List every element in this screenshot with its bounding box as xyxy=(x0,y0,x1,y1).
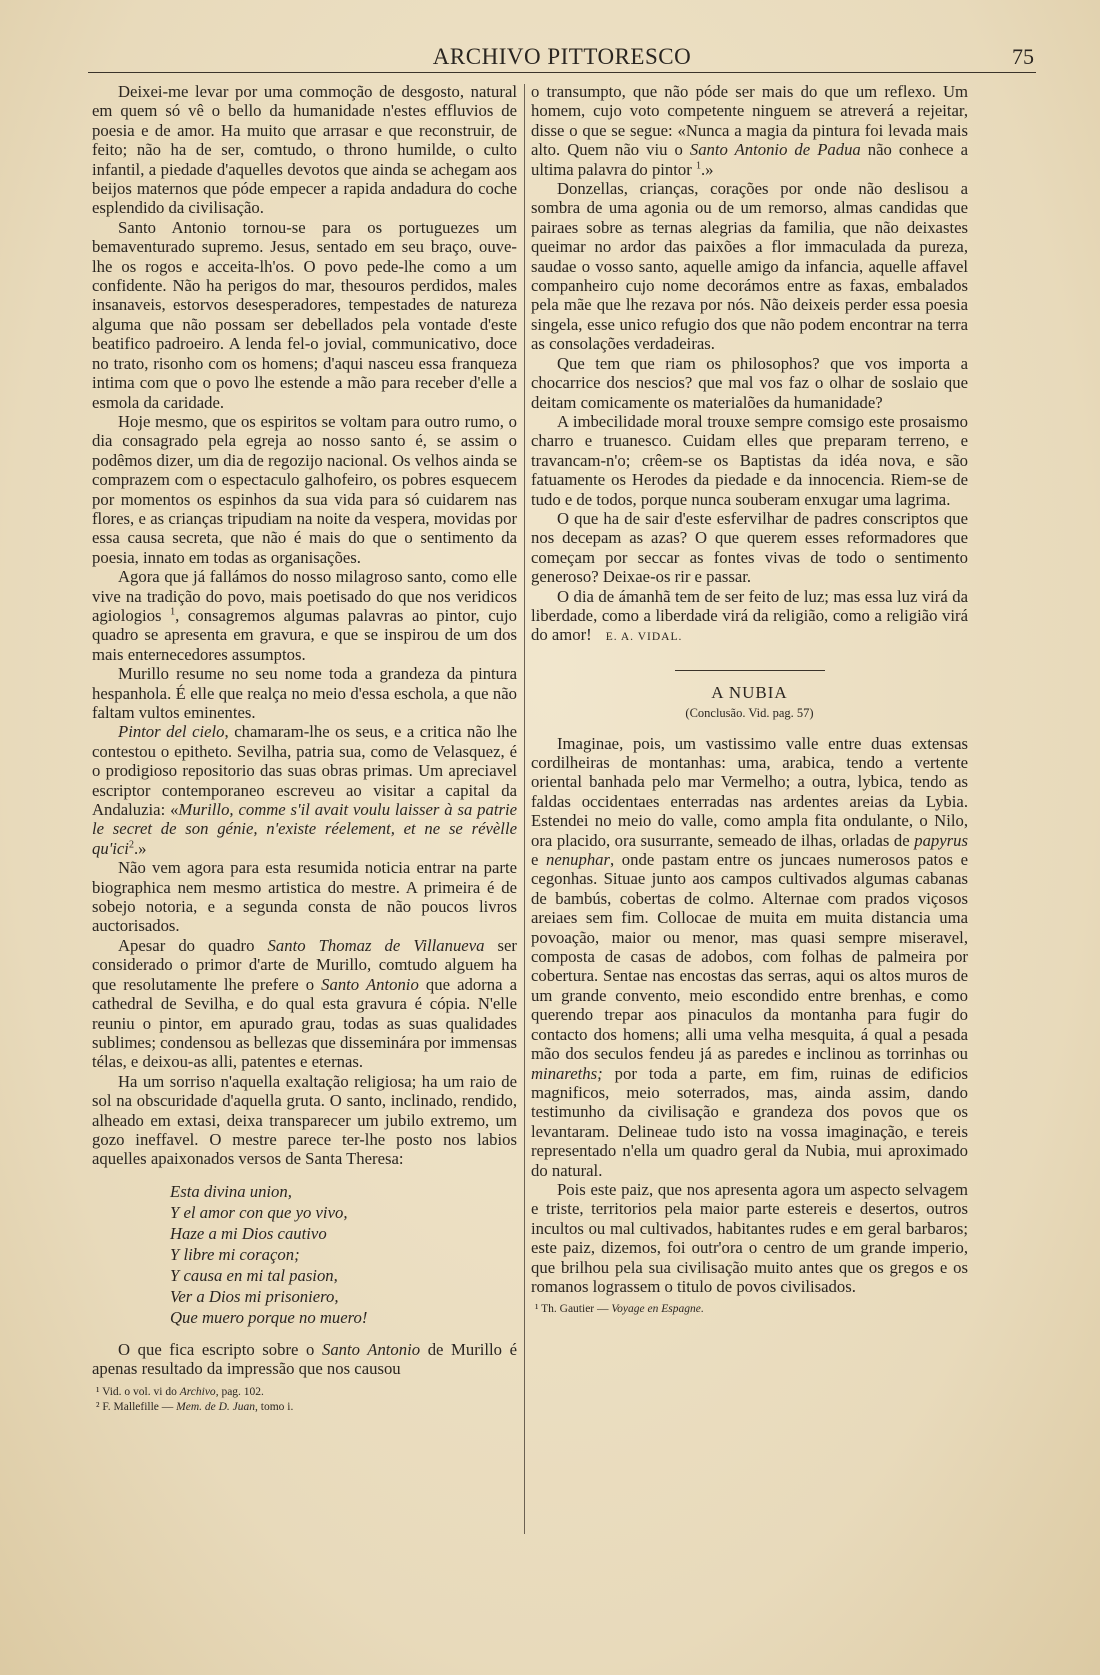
footnote: ¹ Th. Gautier — Voyage en Espagne. xyxy=(535,1303,704,1316)
verse-line: Ver a Dios mi prisoniero, xyxy=(170,1286,339,1306)
paragraph: Santo Antonio tornou-se para os portuguezes um bemaventurado supremo. Jesus, sentado em seu braço, ouve-lhe os rogos e acceita-lh'os. O povo pede-lhe como a um confidente. Não ha perigos do mar, thesouros perdidos, males insanaveis, estorvos desesperadores, tempestades de natureza alguma que não possam ser debellados pela vontade d'este beatifico padroeiro. A lenda fel-o jovial, communicativo, doce no trato, risonho com os homens; d'aqui nasceu essa franqueza intima com que o povo lhe estende a mão para receber d'elle a esmola da caridade. xyxy=(92,217,517,412)
paragraph: Imaginae, pois, um vastissimo valle entre duas extensas cordilheiras de montanhas: uma, arabica, tendo a vertente oriental banhada pelo mar Vermelho; a outra, lybica, tendo as faldas occidentaes enterradas nas ardentes areias da Lybia. Estendei no meio do valle, como ampla fita ondulante, o Nilo, ora placido, ora susurrante, semeado de ilhas, orladas de papyrus e nenuphar, onde pastam entre os juncaes numerosos patos e cegonhas. Situae junto aos campos cultivados algumas cabanas de bambús, cobertas de colmo. Alternae com prados viçosos areiaes sem fim. Collocae de muita em muita distancia uma povoação, maior ou menor, mas quasi sempre miseravel, composta de casas de adobos, com folhas de palmeira por cobertura. Sentae nas encostas das serras, aqui os altos muros de um grande convento, meio escondido entre brenhas, e como querendo trepar aos pinaculos da montanha para fugir do contacto dos homens; alli uma velha mesquita, á qual a pesada mão dos seculos fendeu já as paredes e inclinou as torrinhas ou minareths; por toda a parte, em fim, ruinas de edificios magnificos, meio soterrados, mas, ainda assim, dando testimunho da civilisação e grandeza dos povos que os levantaram. Delineae tudo isto na vossa imaginação, e tereis representado n'ella um quadro geral da Nubia, mui aproximado do natural. xyxy=(531,733,968,1180)
verse-line: Y el amor con que yo vivo, xyxy=(170,1202,348,1222)
running-header xyxy=(88,42,1036,73)
footnotes xyxy=(531,1302,968,1317)
paragraph: Apesar do quadro Santo Thomaz de Villanueva ser considerado o primor d'arte de Murillo, comtudo alguem ha que resolutamente lhe prefere o Santo Antonio que adorna a cathedral de Sevilha, e do qual esta gravura é cópia. N'elle reuniu o pintor, em apurado grau, todas as suas qualidades sublimes; condensou as bellezas que disseminára por immensas télas, e deixou-as alli, patentes e eternas. xyxy=(92,935,517,1072)
column-divider xyxy=(524,84,525,1534)
footnote-ref: 1 xyxy=(695,160,701,172)
journal-title: ARCHIVO PITTORESCO xyxy=(432,44,692,69)
paragraph: Murillo resume no seu nome toda a grandeza da pintura hespanhola. É elle que realça no meio d'essa eschola, a que não faltam vultos eminentes. xyxy=(92,664,517,722)
paragraph: Que tem que riam os philosophos? que vos importa a chocarrice dos nescios? que mal vos faz o olhar de soslaio que deitam comicamente os materialões da humanidade? xyxy=(531,353,968,412)
footnotes xyxy=(92,1385,517,1415)
verse-quote xyxy=(170,1181,517,1328)
verse-line: Y libre mi coraçon; xyxy=(170,1244,300,1264)
paragraph: Não vem agora para esta resumida noticia entrar na parte biographica nem mesmo artistica do mestre. A primeira é de sobejo notoria, e a segunda consta de não poucos livros auctorisados. xyxy=(92,858,517,936)
paragraph: Pintor del cielo, chamaram-lhe os seus, e a critica não lhe contestou o epitheto. Sevilha, patria sua, como de Velasquez, é o prodigioso repositorio das suas obras primas. Um apreciavel escriptor contemporaneo escreveu ao visitar a capital da Andaluzia: «Murillo, comme s'il avait voulu laisser à sa patrie le secret de son génie, n'existe réelement, et ne se révèlle qu'ici$^2$.» xyxy=(92,722,518,858)
page-number: 75 xyxy=(1012,44,1034,69)
author-signature: E. A. VIDAL. xyxy=(605,631,683,644)
paragraph: Ha um sorriso n'aquella exaltação religiosa; ha um raio de sol na obscuridade d'aquella gruta. O santo, inclinado, rendido, alheado em extasi, deixa transparecer um jubilo extremo, um gozo ineffavel. O mestre parece ter-lhe posto nos labios aquelles apaixonados versos de Santa Theresa: xyxy=(92,1071,517,1169)
section-subtitle: (Conclusão. Vid. pag. 57) xyxy=(685,706,814,721)
paragraph: Pois este paiz, que nos apresenta agora um aspecto selvagem e triste, territorios pela maior parte estereis e desertos, outros incultos ou mal cultivados, habitantes rudes e em geral barbaros; este paiz, dizemos, foi outr'ora o centro de um grande imperio, que brilhou pela sua civilisação muito antes que os gregos e os romanos lograssem o titulo de povos civilisados. xyxy=(531,1179,968,1296)
paragraph: Hoje mesmo, que os espiritos se voltam para outro rumo, o dia consagrado pela egreja ao nosso santo é, se assim o podêmos dizer, um dia de regozijo nacional. Os velhos ainda se comprazem com o espectaculo galhofeiro, os pobres esquecem por momentos os espinhos da sua vida para só cuidarem nas flores, e as crianças tripudiam na noite da vespera, movidas por essa causa secreta, que não é mais do que o sentimento da poesia, innato em todas as organisações. xyxy=(92,411,517,567)
paragraph: O que fica escripto sobre o Santo Antonio de Murillo é apenas resultado da impressão que nos causou xyxy=(92,1339,518,1379)
footnote: ¹ Vid. o vol. vi do Archivo, pag. 102. xyxy=(96,1385,264,1398)
verse-line: Y causa en mi tal pasion, xyxy=(170,1265,338,1285)
paragraph: Deixei-me levar por uma commoção de desgosto, natural em quem só vê o bello da humanidade n'estes effluvios de poesia e de amor. Ha muito que arrasar e que reconstruir, de feito; não ha de ser, comtudo, o throno humilde, o culto infantil, a piedade d'aquelles devotos que ainda se achegam aos beijos maternos que póde empecer a rapida andadura do coche esplendido da civilisação. xyxy=(92,82,517,218)
left-column xyxy=(92,82,517,1415)
section-title: A NUBIA xyxy=(711,682,788,702)
footnote-ref: 1 xyxy=(170,606,176,618)
verse-line: Haze a mi Dios cautivo xyxy=(170,1223,327,1243)
paragraph: A imbecilidade moral trouxe sempre comsigo este prosaismo charro e truanesco. Cuidam elles que preparam terreno, e travancam-n'o; crêem-se os Baptistas da idéa nova, e são fatuamente os Herodes da piedade e da innocencia. Riem-se de tudo e de todos, porque nunca souberam enxugar uma lagrima. xyxy=(531,411,968,509)
paragraph: o transumpto, que não póde ser mais do que um reflexo. Um homem, cujo voto competente ninguem se atreverá a rejeitar, disse o que se segue: «Nunca a magia da pintura foi levada mais alto. Quem não viu o Santo Antonio de Padua não conhece a ultima palavra do pintor $^1$.» xyxy=(531,82,968,179)
paragraph: Agora que já fallámos do nosso milagroso santo, como elle vive na tradição do povo, mais poetisado do que nos veridicos agiologios $^1$, consagremos algumas palavras ao pintor, cujo quadro se apresenta em gravura, e que se inspirou de um dos mais enternecedores assumptos. xyxy=(92,567,517,664)
paragraph: O dia de ámanhã tem de ser feito de luz; mas essa luz virá da liberdade, como a liberdade virá da religião, como a religião virá do amor! E. A. VIDAL. xyxy=(531,586,968,645)
paragraph: O que ha de sair d'este esfervilhar de padres conscriptos que nos decepam as azas? O que querem esses reformadores que começam por seccar as fontes vivas de todo o sentimento generoso? Deixae-os rir e passar. xyxy=(531,508,968,587)
section-divider xyxy=(675,670,825,671)
footnote-ref: 2 xyxy=(128,839,134,851)
paragraph: Donzellas, crianças, corações por onde não deslisou a sombra de uma agonia ou de um remorso, almas candidas que pairaes sobre as ternas alegrias da familia, que não deixastes queimar no ardor das paixões a flor immaculada da pureza, saudae o vosso santo, aquelle amigo da infancia, aquelle affavel companheiro cujo nome decorámos entre as faxas, embalados pela mãe que lhe rezava por nós. Não deixeis perder essa poesia singela, esse unico refugio dos que não podem encontrar na terra as consolações verdadeiras. xyxy=(531,179,968,354)
right-column xyxy=(531,82,968,1317)
footnote: ² F. Mallefille — Mem. de D. Juan, tomo i. xyxy=(96,1400,294,1413)
verse-line: Que muero porque no muero! xyxy=(170,1307,368,1327)
verse-line: Esta divina union, xyxy=(170,1181,292,1201)
